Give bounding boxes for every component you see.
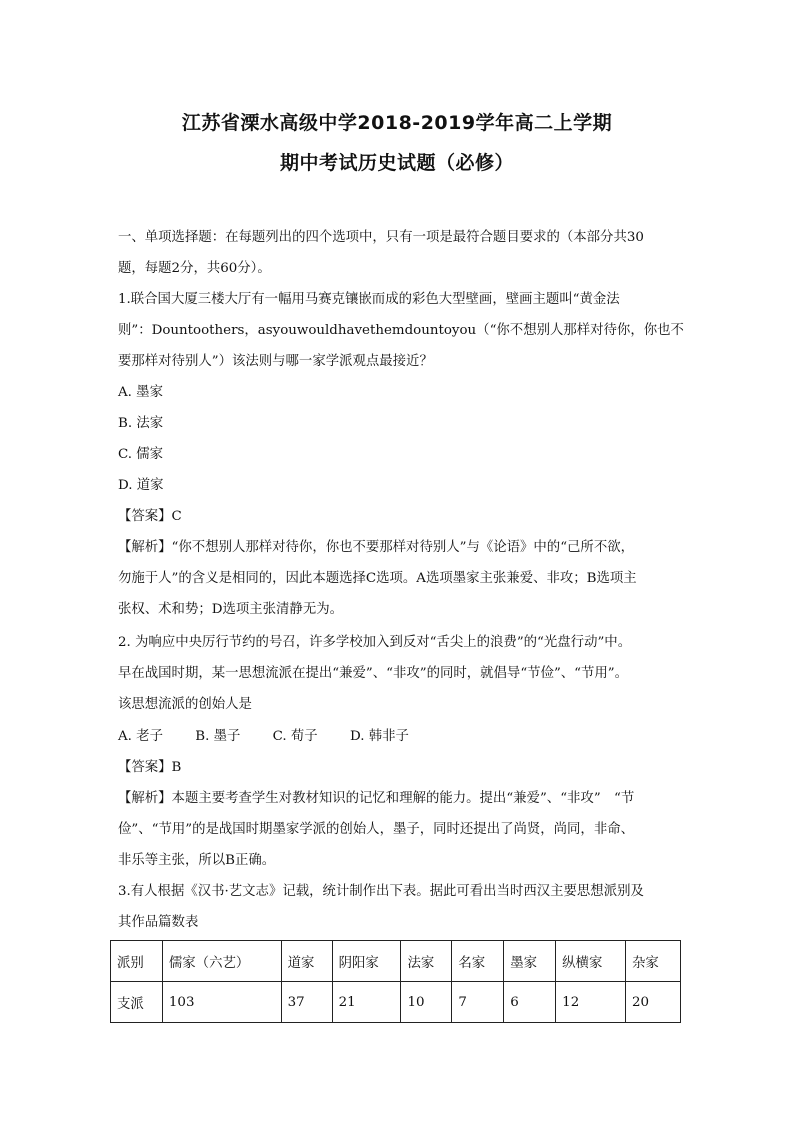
table-cell: 20 (626, 982, 681, 1023)
q1-stem-cont: 要那样对待别人”）该法则与哪一家学派观点最接近？ (118, 354, 433, 369)
q1-stem: 1.联合国大厦三楼大厅有一幅用马赛克镶嵌而成的彩色大型壁画，壁画主题叫“黄金法 (118, 292, 620, 307)
q3-stem-cont: 其作品篇数表 (118, 915, 199, 930)
q1-option-d: D. 道家 (118, 478, 164, 493)
q2-option-c: C. 荀子 (272, 729, 318, 744)
table-row (111, 982, 681, 1023)
q2-stem: 2. 为响应中央厉行节约的号召，许多学校加入到反对“舌尖上的浪费”的“光盘行动”中。 (118, 635, 632, 650)
q2-analysis-cont: 俭”、“节用”的是战国时期墨家学派的创始人，墨子，同时还提出了尚贤，尚同，非命、 (118, 822, 634, 837)
page-title-line1: 江苏省溧水高级中学2018-2019学年高二上学期 (181, 112, 613, 134)
q1-answer: 【答案】C (118, 509, 182, 524)
table-cell: 10 (401, 982, 452, 1023)
section-instruction: 一、单项选择题：在每题列出的四个选项中，只有一项是最符合题目要求的（本部分共30 (118, 230, 644, 245)
q1-analysis: 【解析】“你不想别人那样对待你，你也不要那样对待别人”与《论语》中的“己所不欲， (118, 540, 634, 555)
q1-analysis-cont: 张权、术和势；D选项主张清静无为。 (118, 602, 343, 617)
q2-option-d: D. 韩非子 (349, 729, 409, 744)
page-title-line2: 期中考试历史试题（必修） (279, 152, 514, 174)
table-cell: 名家 (452, 941, 504, 982)
q2-option-b: B. 墨子 (195, 729, 241, 744)
table-cell: 37 (281, 982, 332, 1023)
table-cell: 6 (504, 982, 556, 1023)
q2-option-a: A. 老子 (118, 729, 163, 744)
q1-analysis-cont: 勿施于人”的含义是相同的，因此本题选择C选项。A选项墨家主张兼爱、非攻；B选项主 (118, 571, 637, 586)
table-cell: 墨家 (504, 941, 556, 982)
table-cell: 12 (556, 982, 626, 1023)
section-instruction-cont: 题，每题2分，共60分）。 (118, 261, 271, 276)
table-cell: 派别 (111, 941, 163, 982)
q1-option-c: C. 儒家 (118, 447, 164, 462)
table-cell: 21 (332, 982, 401, 1023)
table-cell: 法家 (401, 941, 452, 982)
table-cell: 阴阳家 (332, 941, 401, 982)
table-cell: 103 (162, 982, 281, 1023)
table-cell: 儒家（六艺） (162, 941, 281, 982)
q3-stem: 3.有人根据《汉书·艺文志》记载，统计制作出下表。据此可看出当时西汉主要思想派别及 (118, 884, 644, 899)
q2-analysis-cont: 非乐等主张，所以B正确。 (118, 853, 276, 868)
q1-stem-cont: 则”：Dountoothers，asyouwouldhavethemdountoyou（“你不想别人那样对待你，你也不 (118, 323, 684, 338)
table-cell: 7 (452, 982, 504, 1023)
q2-stem-cont: 该思想流派的创始人是 (118, 697, 252, 712)
q2-stem-cont: 早在战国时期，某一思想流派在提出“兼爱”、“非攻”的同时，就倡导“节俭”、“节用”。 (118, 666, 629, 681)
q1-option-b: B. 法家 (118, 416, 164, 431)
table-cell: 杂家 (626, 941, 681, 982)
table-cell: 纵横家 (556, 941, 626, 982)
table-cell: 支派 (111, 982, 163, 1023)
q1-option-a: A. 墨家 (118, 385, 163, 400)
q2-options (118, 727, 688, 747)
table-cell: 道家 (281, 941, 332, 982)
table-header-row (111, 941, 681, 982)
q2-analysis: 【解析】本题主要考查学生对教材知识的记忆和理解的能力。提出“兼爱”、“非攻” “节 (118, 791, 635, 806)
q2-answer: 【答案】B (118, 760, 182, 775)
school-works-table (110, 940, 681, 1023)
